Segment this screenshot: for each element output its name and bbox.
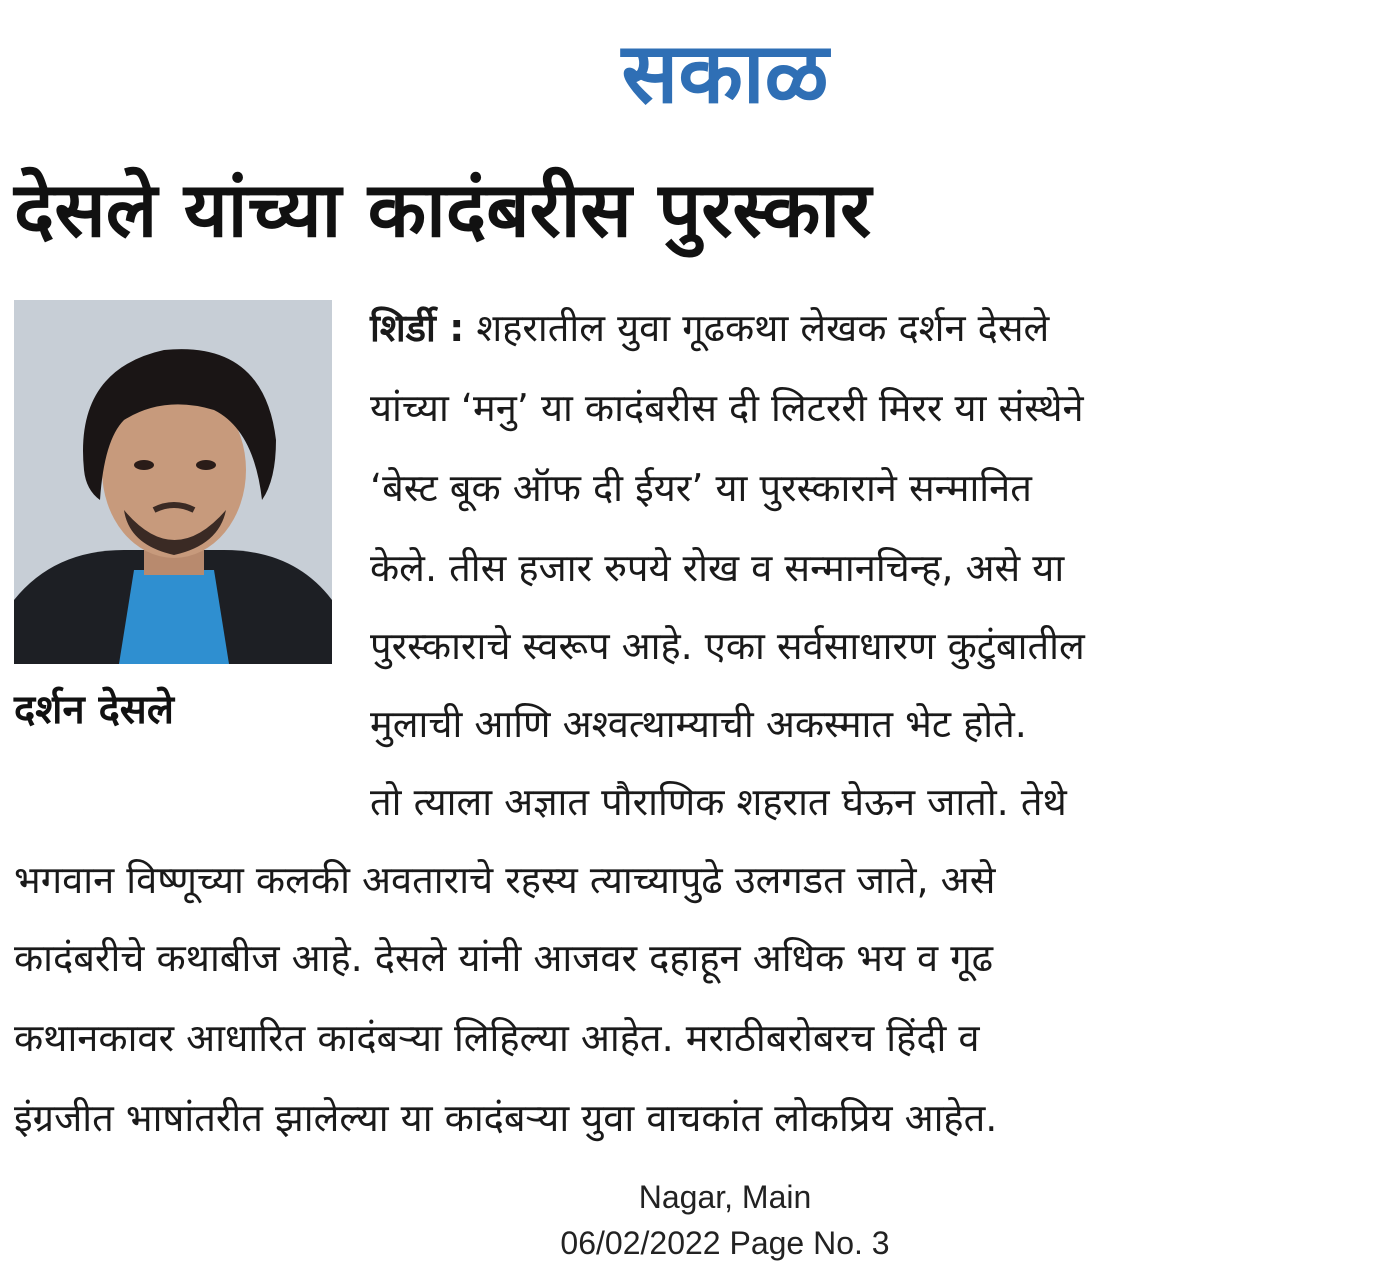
article-line: कादंबरीचे कथाबीज आहे. देसले यांनी आजवर दहाहून अधिक भय व गूढ [14,936,994,980]
article-line-text: शहरातील युवा गूढकथा लेखक दर्शन देसले [476,306,1050,350]
article-line: मुलाची आणि अश्वत्थाम्याची अकस्मात भेट होते. [370,702,1027,746]
article-line [370,298,1049,358]
article-headline: देसले यांच्या कादंबरीस पुरस्कार [14,165,872,254]
footer-edition: Nagar, Main [638,1179,812,1215]
footer-date-page: 06/02/2022 Page No. 3 [560,1225,890,1261]
article-line: कथानकावर आधारित कादंबऱ्या लिहिल्या आहेत. मराठीबरोबरच हिंदी व [14,1016,980,1060]
article-line: तो त्याला अज्ञात पौराणिक शहरात घेऊन जातो. तेथे [370,780,1067,824]
article-line: यांच्या ‘मनु’ या कादंबरीस दी लिटररी मिरर या संस्थेने [370,386,1084,430]
photo-caption: दर्शन देसले [14,687,174,733]
article-line: भगवान विष्णूच्या कलकी अवताराचे रहस्य त्याच्यापुढे उलगडत जाते, असे [14,858,996,902]
masthead-logo: सकाळ [621,23,829,122]
author-photo [14,300,332,664]
article-line: केले. तीस हजार रुपये रोख व सन्मानचिन्ह, असे या [370,546,1065,590]
article-line: ‘बेस्ट बूक ऑफ दी ईयर’ या पुरस्काराने सन्मानित [370,466,1032,510]
article-dateline: शिर्डी : [370,306,465,350]
article-line: इंग्रजीत भाषांतरीत झालेल्या या कादंबऱ्या युवा वाचकांत लोकप्रिय आहेत. [14,1096,998,1140]
article-line: पुरस्काराचे स्वरूप आहे. एका सर्वसाधारण कुटुंबातील [370,624,1085,668]
